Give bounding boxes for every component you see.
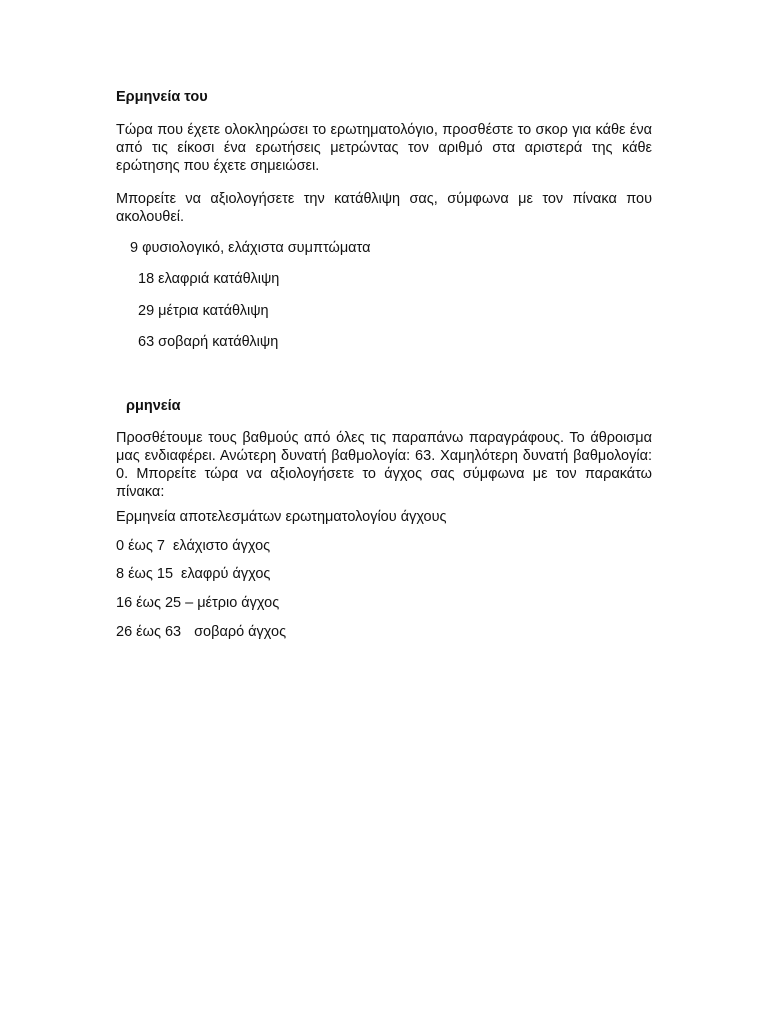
instructions-paragraph: Τώρα που έχετε ολοκληρώσει το ερωτηματολόγιο, προσθέστε το σκορ για κάθε ένα από τις είκοσι ένα ερωτήσεις μετρώντας τον αριθμό στα αριστερά της κάθε ερώτησης που έχετε σημειώσει. — [116, 122, 652, 174]
anxiety-table-row — [116, 537, 270, 555]
section-heading-anxiety: ρμηνεία — [126, 398, 181, 414]
score-range: 8 έως 15 — [116, 566, 174, 582]
score-range: 26 έως 63 — [116, 624, 182, 640]
depression-score-item: 18 ελαφριά κατάθλιψη — [138, 271, 280, 287]
section-heading-depression: Ερμηνεία του — [116, 89, 208, 105]
depression-score-item: 9 φυσιολογικό, ελάχιστα συμπτώματα — [130, 240, 371, 256]
assessment-paragraph: Μπορείτε να αξιολογήσετε την κατάθλιψη σας, σύμφωνα με τον πίνακα που ακολουθεί. — [116, 191, 652, 225]
anxiety-instructions-paragraph: Προσθέτουμε τους βαθμούς από όλες τις παραπάνω παραγράφους. Το άθροισμα μας ενδιαφέρει. Ανώτερη δυνατή βαθμολογία: 63. Χαμηλότερη δυνατή βαθμολογία: 0. Μπορείτε τώρα να αξιολογήσετε το άγχος σας σύμφωνα με τον παρακάτω πίνακα: — [116, 430, 652, 500]
depression-score-item: 63 σοβαρή κατάθλιψη — [138, 334, 279, 350]
score-range: 0 έως 7 — [116, 538, 165, 554]
anxiety-table-row — [116, 623, 286, 641]
score-label: ελάχιστο άγχος — [172, 538, 271, 554]
score-label: μέτριο άγχος — [197, 595, 280, 611]
anxiety-table-title: Ερμηνεία αποτελεσμάτων ερωτηματολογίου άγχους — [116, 509, 447, 525]
score-label: ελαφρύ άγχος — [181, 566, 271, 582]
score-label: σοβαρό άγχος — [194, 624, 287, 640]
score-range: 16 έως 25 – — [116, 595, 194, 611]
anxiety-table-row — [116, 594, 279, 612]
anxiety-table-row — [116, 565, 270, 583]
depression-score-item: 29 μέτρια κατάθλιψη — [138, 303, 269, 319]
